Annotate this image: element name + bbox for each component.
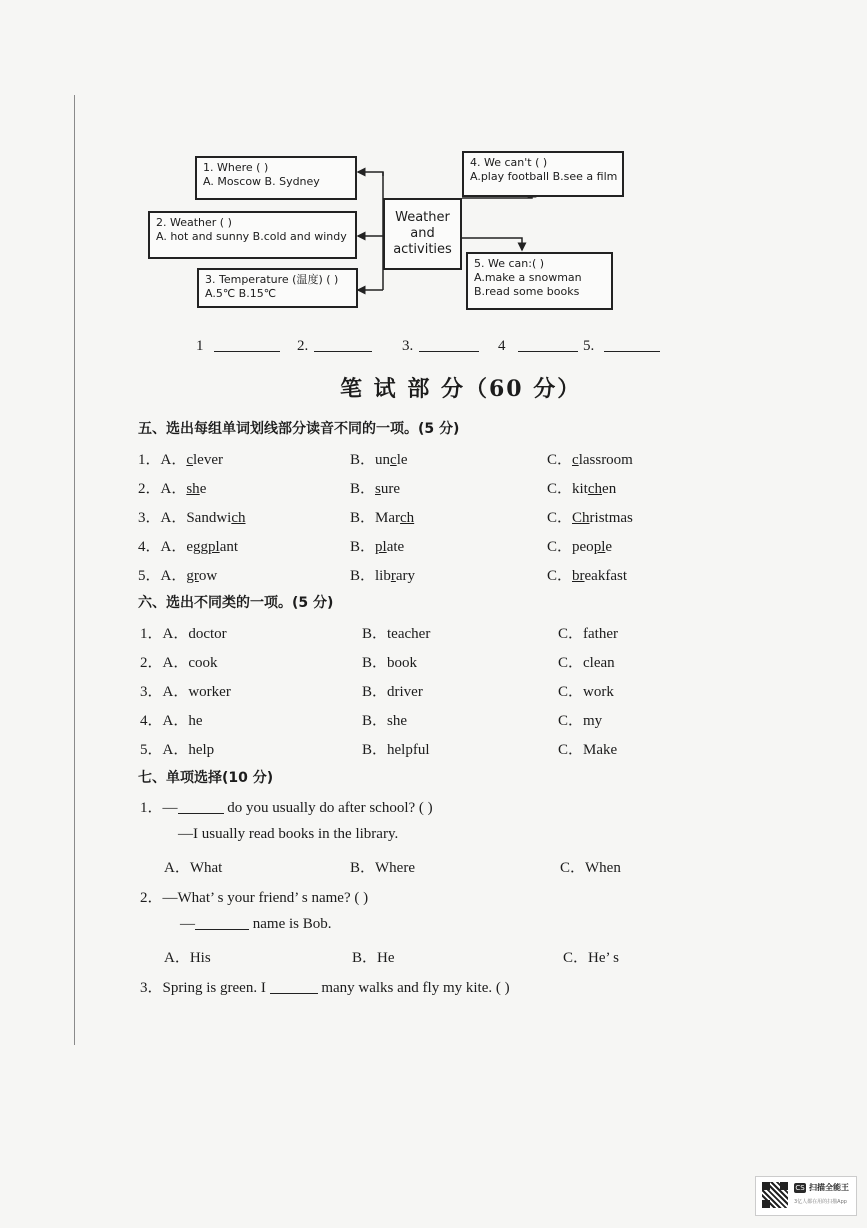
answer-blank-4[interactable] bbox=[498, 338, 578, 355]
diagram-box-where bbox=[195, 156, 357, 200]
item-number: 2．A． bbox=[140, 655, 189, 671]
word-part: kit bbox=[572, 481, 588, 497]
option-label: B． bbox=[350, 539, 376, 555]
s5-item-2-b bbox=[350, 477, 400, 498]
option-label: C． bbox=[547, 481, 573, 497]
option-b-word: she bbox=[387, 713, 408, 729]
item-number: 4．A． bbox=[138, 539, 187, 555]
word-part: sh bbox=[186, 481, 200, 497]
s6-item-1-a[interactable] bbox=[140, 622, 227, 643]
option-b-word: driver bbox=[387, 684, 423, 700]
word-part: en bbox=[602, 481, 617, 497]
diagram-box-cant bbox=[462, 151, 624, 197]
option-label: B． bbox=[350, 481, 376, 497]
q1-option-b[interactable]: B．Where bbox=[350, 860, 415, 876]
qr-code-icon bbox=[762, 1182, 788, 1208]
box-options: A.play football B.see a film bbox=[470, 170, 618, 183]
s5-item-5-b bbox=[350, 564, 415, 585]
q1-blank[interactable] bbox=[178, 813, 224, 814]
s5-item-2-c bbox=[547, 477, 616, 498]
camscanner-logo-icon: CS bbox=[795, 1184, 805, 1192]
option-label: B． bbox=[362, 713, 388, 729]
answer-number: 1 bbox=[196, 338, 204, 354]
option-label: C． bbox=[558, 655, 584, 671]
q1-text: do you usually do after school? ( ) bbox=[223, 800, 433, 816]
word-part: ate bbox=[386, 539, 405, 555]
center-line: Weather bbox=[395, 210, 450, 225]
word-part: lib bbox=[375, 568, 391, 584]
item-number: 2．A． bbox=[138, 481, 187, 497]
option-a-word: worker bbox=[188, 684, 231, 700]
box-options: A. Moscow B. Sydney bbox=[203, 175, 320, 188]
option-c-word: father bbox=[583, 626, 618, 642]
word-part: pl bbox=[208, 539, 220, 555]
q2-blank[interactable] bbox=[195, 929, 249, 930]
q2-answer-line bbox=[180, 916, 332, 933]
option-c-word: work bbox=[583, 684, 614, 700]
option-label: B． bbox=[362, 626, 388, 642]
box-options: A. hot and sunny B.cold and windy bbox=[156, 230, 347, 243]
s5-item-5-c bbox=[547, 564, 627, 585]
s5-item-1-b bbox=[350, 448, 408, 469]
option-a-word: he bbox=[188, 713, 203, 729]
word-part: egg bbox=[186, 539, 209, 555]
item-number: 1．A． bbox=[138, 452, 187, 468]
answer-number: 2. bbox=[297, 338, 309, 354]
word-part: c bbox=[390, 452, 397, 468]
center-line: and bbox=[410, 226, 435, 241]
box-question: 1. Where ( ) bbox=[203, 161, 269, 174]
q2-option-b[interactable]: B．He bbox=[352, 950, 395, 966]
word-part: c bbox=[572, 452, 579, 468]
word-part: eakfast bbox=[584, 568, 627, 584]
word-part: br bbox=[572, 568, 585, 584]
word-part: Mar bbox=[375, 510, 401, 526]
word-part: ristmas bbox=[589, 510, 633, 526]
word-part: e bbox=[605, 539, 613, 555]
diagram-box-temperature bbox=[197, 268, 358, 308]
option-label: C． bbox=[558, 742, 584, 758]
word-part: ure bbox=[380, 481, 401, 497]
s6-item-4-a[interactable] bbox=[140, 709, 203, 730]
s5-item-1-a bbox=[138, 448, 223, 469]
diagram-box-can bbox=[466, 252, 613, 310]
answer-number: 5. bbox=[583, 338, 595, 354]
box-option-a: A.make a snowman bbox=[474, 271, 582, 284]
option-b-word: book bbox=[387, 655, 418, 671]
option-label: B． bbox=[350, 510, 376, 526]
option-c-word: my bbox=[583, 713, 603, 729]
q2-dash: — bbox=[180, 916, 195, 932]
option-label: C． bbox=[558, 626, 584, 642]
option-label: C． bbox=[547, 452, 573, 468]
question-2: 2．—What’ s your friend’ s name? ( ) bbox=[140, 890, 369, 906]
q1-option-c[interactable]: C．When bbox=[560, 860, 621, 876]
s5-item-2-a bbox=[138, 477, 206, 498]
option-b-word: teacher bbox=[387, 626, 431, 642]
diagram-box-weather bbox=[148, 211, 357, 259]
option-label: C． bbox=[558, 713, 584, 729]
word-part: c bbox=[186, 452, 194, 468]
word-part: e bbox=[199, 481, 207, 497]
q3-blank[interactable] bbox=[270, 993, 318, 994]
q2-text: name is Bob. bbox=[249, 916, 332, 932]
answer-blank-3[interactable] bbox=[402, 338, 479, 355]
answer-number: 4 bbox=[498, 338, 506, 354]
s6-item-2-b[interactable] bbox=[362, 651, 417, 672]
item-number: 5．A． bbox=[140, 742, 189, 758]
section5-heading: 五、选出每组单词划线部分读音不同的一项。(5 分) bbox=[138, 421, 460, 437]
s5-item-3-c bbox=[547, 506, 633, 527]
s6-item-3-b[interactable] bbox=[362, 680, 423, 701]
word-part: peo bbox=[572, 539, 594, 555]
answer-blank-5[interactable] bbox=[583, 338, 660, 355]
scanner-watermark bbox=[755, 1176, 857, 1216]
answer-blank-2[interactable] bbox=[297, 338, 372, 355]
scanner-subtitle: 3亿人都在用的扫描App bbox=[794, 1199, 847, 1205]
s6-item-2-c[interactable] bbox=[558, 651, 615, 672]
word-part: ch bbox=[400, 510, 415, 526]
option-c-word: clean bbox=[583, 655, 615, 671]
written-section-title: 笔 试 部 分（60 分） bbox=[340, 376, 582, 402]
word-part: ch bbox=[231, 510, 246, 526]
s6-item-4-b[interactable] bbox=[362, 709, 407, 730]
q3-text-pre: 3．Spring is green. I bbox=[140, 980, 270, 996]
word-part: un bbox=[375, 452, 391, 468]
word-part: lever bbox=[193, 452, 223, 468]
word-part: s bbox=[375, 481, 381, 497]
s6-item-5-c[interactable] bbox=[558, 738, 617, 759]
s6-item-4-c[interactable] bbox=[558, 709, 602, 730]
q1-option-a[interactable]: A．What bbox=[164, 860, 223, 876]
option-label: B． bbox=[362, 655, 388, 671]
s6-item-3-c[interactable] bbox=[558, 680, 614, 701]
box-options: A.5℃ B.15℃ bbox=[205, 287, 277, 300]
section7-heading: 七、单项选择(10 分) bbox=[138, 770, 274, 786]
option-label: B． bbox=[350, 452, 376, 468]
option-label: C． bbox=[547, 510, 573, 526]
box-question: 2. Weather ( ) bbox=[156, 216, 232, 229]
option-label: B． bbox=[362, 742, 388, 758]
answer-number: 3. bbox=[402, 338, 414, 354]
word-part: ant bbox=[219, 539, 239, 555]
option-a-word: cook bbox=[188, 655, 218, 671]
box-option-b: B.read some books bbox=[474, 285, 580, 298]
word-part: ow bbox=[198, 568, 218, 584]
q1-number: 1．— bbox=[140, 800, 178, 816]
box-question: 4. We can't ( ) bbox=[470, 156, 548, 169]
option-label: B． bbox=[362, 684, 388, 700]
question-3 bbox=[140, 976, 510, 997]
word-part: le bbox=[396, 452, 408, 468]
s6-item-3-a[interactable] bbox=[140, 680, 231, 701]
q1-answer-line: —I usually read books in the library. bbox=[178, 826, 399, 842]
word-part: lassroom bbox=[578, 452, 633, 468]
answer-blank-1[interactable] bbox=[196, 338, 280, 355]
section6-heading: 六、选出不同类的一项。(5 分) bbox=[138, 595, 334, 611]
q2-option-c[interactable]: C．He’ s bbox=[563, 950, 619, 966]
item-number: 1．A． bbox=[140, 626, 189, 642]
item-number: 3．A． bbox=[140, 684, 189, 700]
s6-item-5-a[interactable] bbox=[140, 738, 214, 759]
word-part: pl bbox=[375, 539, 387, 555]
center-line: activities bbox=[393, 242, 452, 257]
s5-item-4-a bbox=[138, 535, 238, 556]
item-number: 5．A． bbox=[138, 568, 187, 584]
s5-item-5-a bbox=[138, 564, 217, 585]
q3-text-post: many walks and fly my kite. ( ) bbox=[317, 980, 510, 996]
s5-item-4-b bbox=[350, 535, 404, 556]
s5-item-1-c bbox=[547, 448, 633, 469]
s5-item-4-c bbox=[547, 535, 612, 556]
s5-item-3-a bbox=[138, 506, 246, 527]
s6-item-1-c[interactable] bbox=[558, 622, 618, 643]
box-question: 5. We can:( ) bbox=[474, 257, 545, 270]
word-part: pl bbox=[593, 539, 606, 555]
scanner-name: 扫描全能王 bbox=[809, 1183, 849, 1192]
question-1 bbox=[140, 796, 433, 817]
option-c-word: Make bbox=[583, 742, 618, 758]
word-part: ch bbox=[587, 481, 603, 497]
diagram-center-box bbox=[383, 198, 462, 270]
item-number: 3．A． bbox=[138, 510, 187, 526]
q2-option-a[interactable]: A．His bbox=[164, 950, 211, 966]
diagram-connectors bbox=[0, 0, 867, 330]
s5-item-3-b bbox=[350, 506, 414, 527]
word-part: gr bbox=[186, 568, 199, 584]
option-a-word: help bbox=[188, 742, 215, 758]
s6-item-5-b[interactable] bbox=[362, 738, 430, 759]
box-question: 3. Temperature (温度) ( ) bbox=[205, 273, 339, 286]
word-part: Sandwi bbox=[186, 510, 232, 526]
option-label: C． bbox=[547, 568, 573, 584]
option-label: B． bbox=[350, 568, 376, 584]
item-number: 4．A． bbox=[140, 713, 189, 729]
option-b-word: helpful bbox=[387, 742, 430, 758]
option-label: C． bbox=[547, 539, 573, 555]
option-a-word: doctor bbox=[188, 626, 227, 642]
option-label: C． bbox=[558, 684, 584, 700]
s6-item-2-a[interactable] bbox=[140, 651, 218, 672]
word-part: Ch bbox=[572, 510, 590, 526]
word-part: r bbox=[390, 568, 396, 584]
s6-item-1-b[interactable] bbox=[362, 622, 430, 643]
word-part: ary bbox=[395, 568, 416, 584]
